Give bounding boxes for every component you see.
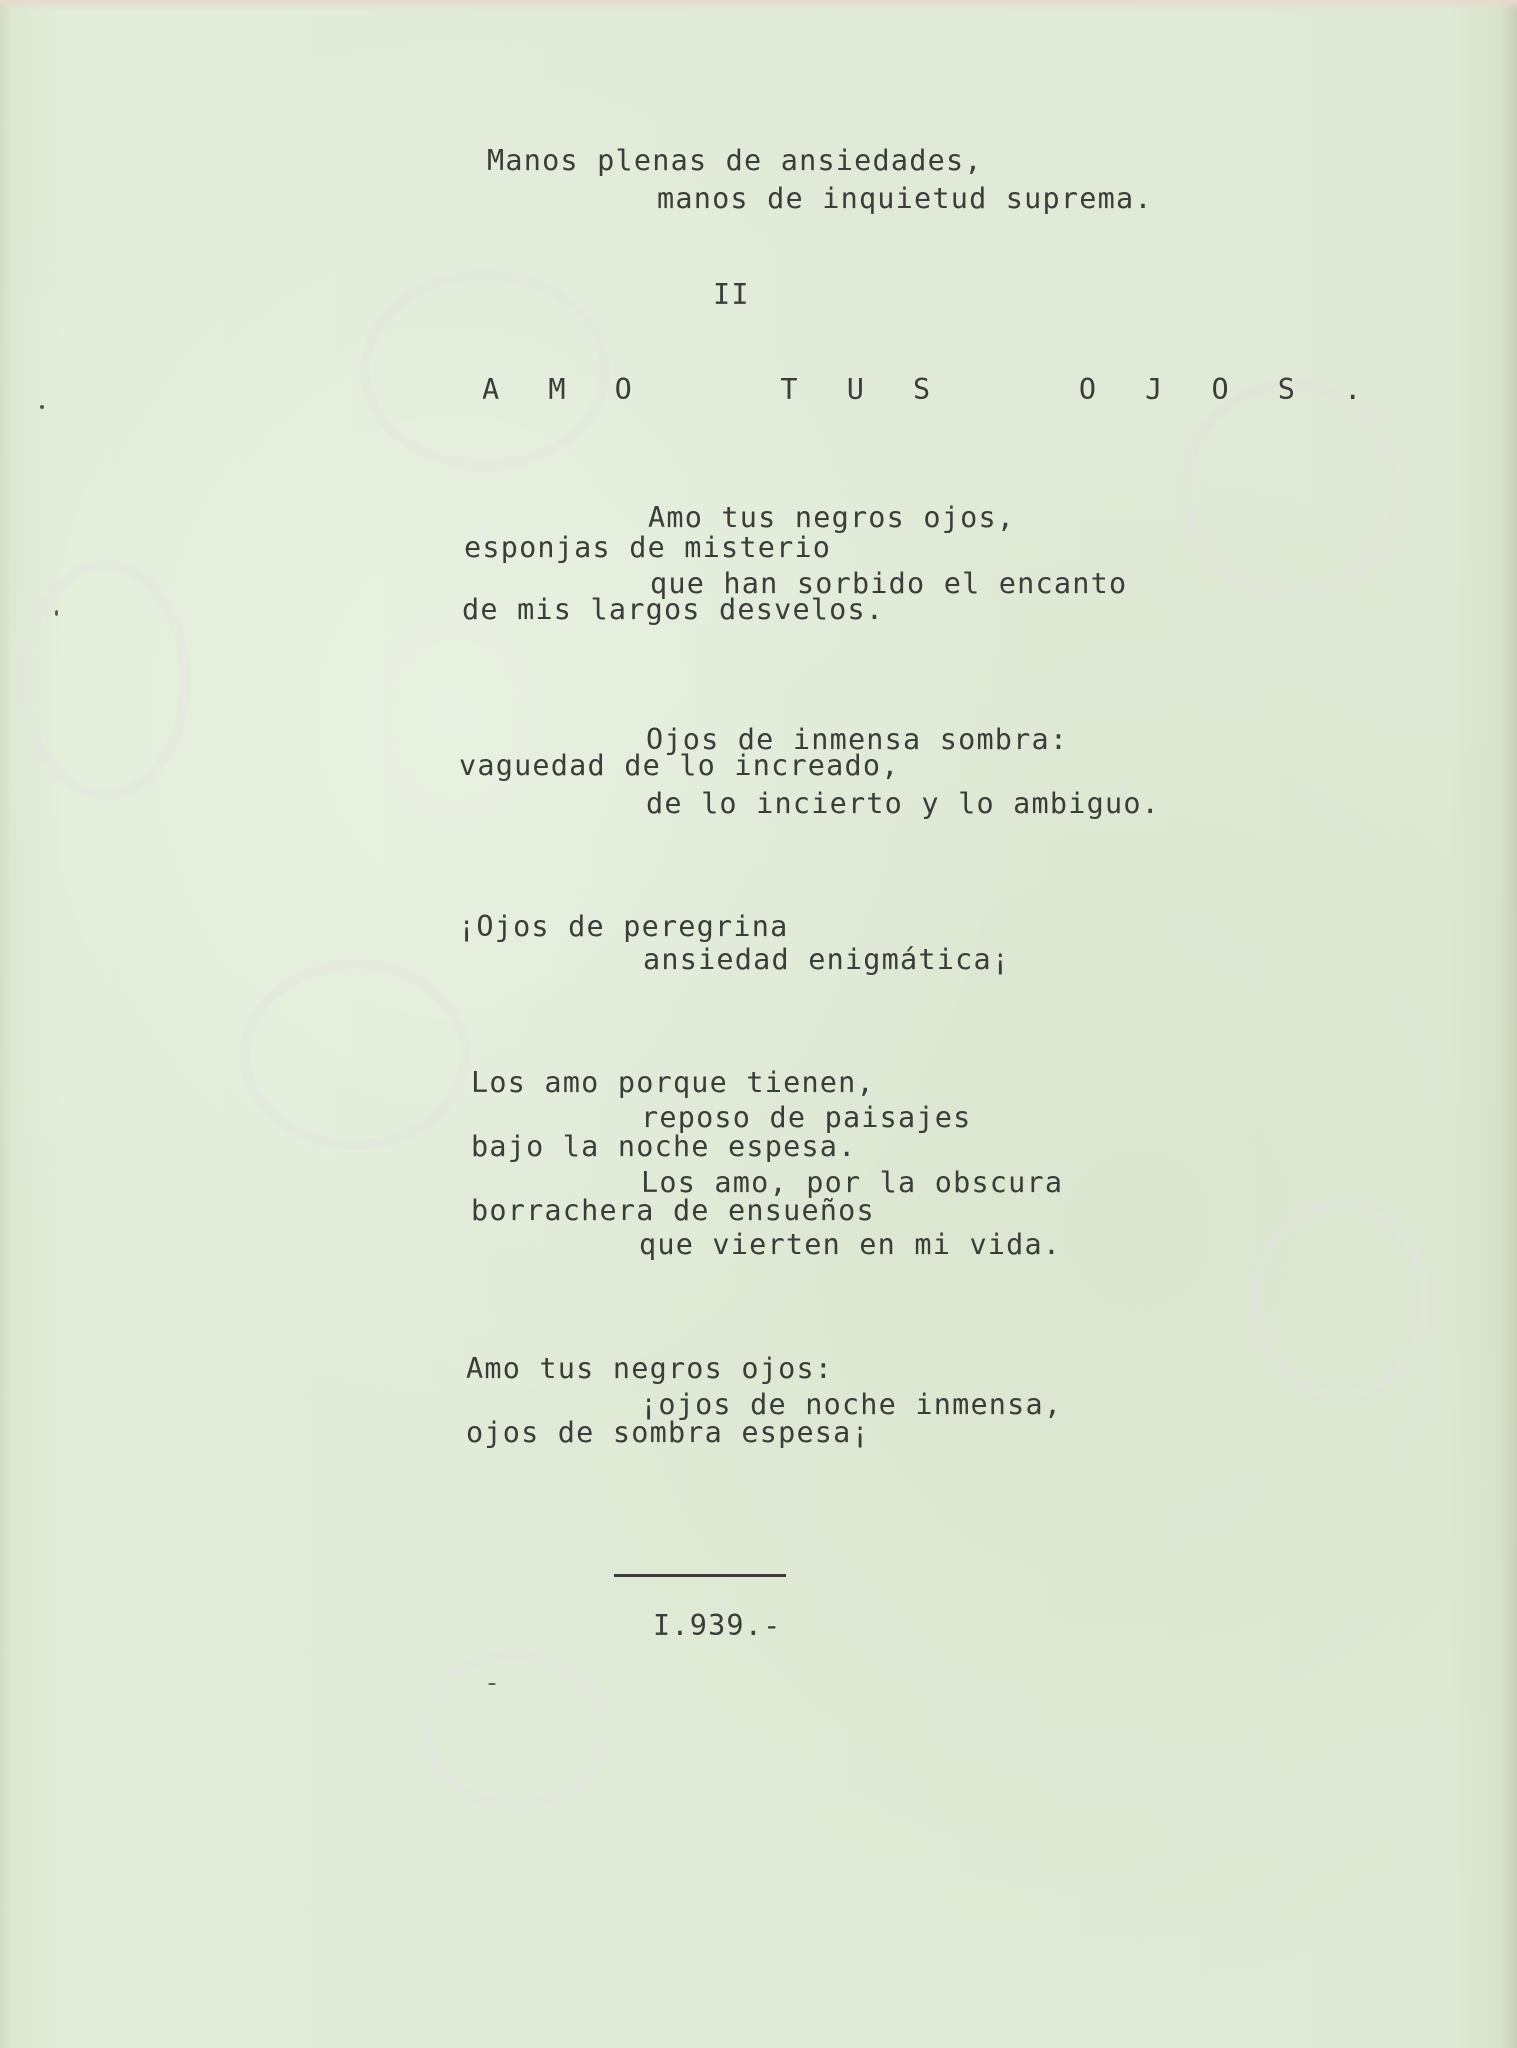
section-number: II	[713, 278, 750, 311]
stanza2-line-1: Ojos de inmensa sombra:	[646, 723, 1069, 756]
ink-speck	[40, 405, 44, 409]
stanza4-line-1: Los amo porque tienen,	[471, 1066, 875, 1099]
show-through-ornament	[1180, 380, 1400, 600]
stanza1-line-1: Amo tus negros ojos,	[648, 501, 1016, 534]
stanza1-line-2: esponjas de misterio	[464, 531, 832, 564]
intro-line-1: Manos plenas de ansiedades,	[487, 144, 983, 177]
show-through-ornament	[1250, 1200, 1430, 1400]
stanza2-line-3: de lo incierto y lo ambiguo.	[646, 787, 1161, 820]
stanza3-line-1: ¡Ojos de peregrina	[458, 910, 789, 943]
poem-date: I.939.-	[653, 1609, 782, 1642]
stanza4-line-4: Los amo, por la obscura	[641, 1166, 1064, 1199]
show-through-ornament	[360, 270, 610, 470]
ink-speck	[55, 610, 58, 616]
show-through-ornament	[240, 960, 470, 1150]
stanza1-line-3: que han sorbido el encanto	[650, 567, 1128, 600]
closing-rule	[614, 1574, 786, 1577]
stanza4-line-6: que vierten en mi vida.	[639, 1228, 1062, 1261]
stanza1-line-4: de mis largos desvelos.	[462, 593, 885, 626]
stanza3-line-2: ansiedad enigmática¡	[643, 943, 1011, 976]
show-through-ornament	[420, 1650, 610, 1810]
page-top-edge	[0, 0, 1517, 10]
show-through-ornament	[20, 560, 190, 800]
stanza4-line-3: bajo la noche espesa.	[471, 1130, 857, 1163]
poem-title: A M O T U S O J O S .	[482, 373, 1378, 406]
intro-line-2: manos de inquietud suprema.	[657, 182, 1153, 215]
ink-speck	[488, 1683, 496, 1685]
stanza2-line-2: vaguedad de lo increado,	[459, 749, 900, 782]
stanza4-line-2: reposo de paisajes	[641, 1101, 972, 1134]
stanza5-line-1: Amo tus negros ojos:	[466, 1352, 834, 1385]
stanza5-line-2: ¡ojos de noche inmensa,	[640, 1388, 1063, 1421]
stanza4-line-5: borrachera de ensueños	[471, 1194, 875, 1227]
stanza5-line-3: ojos de sombra espesa¡	[466, 1416, 870, 1449]
